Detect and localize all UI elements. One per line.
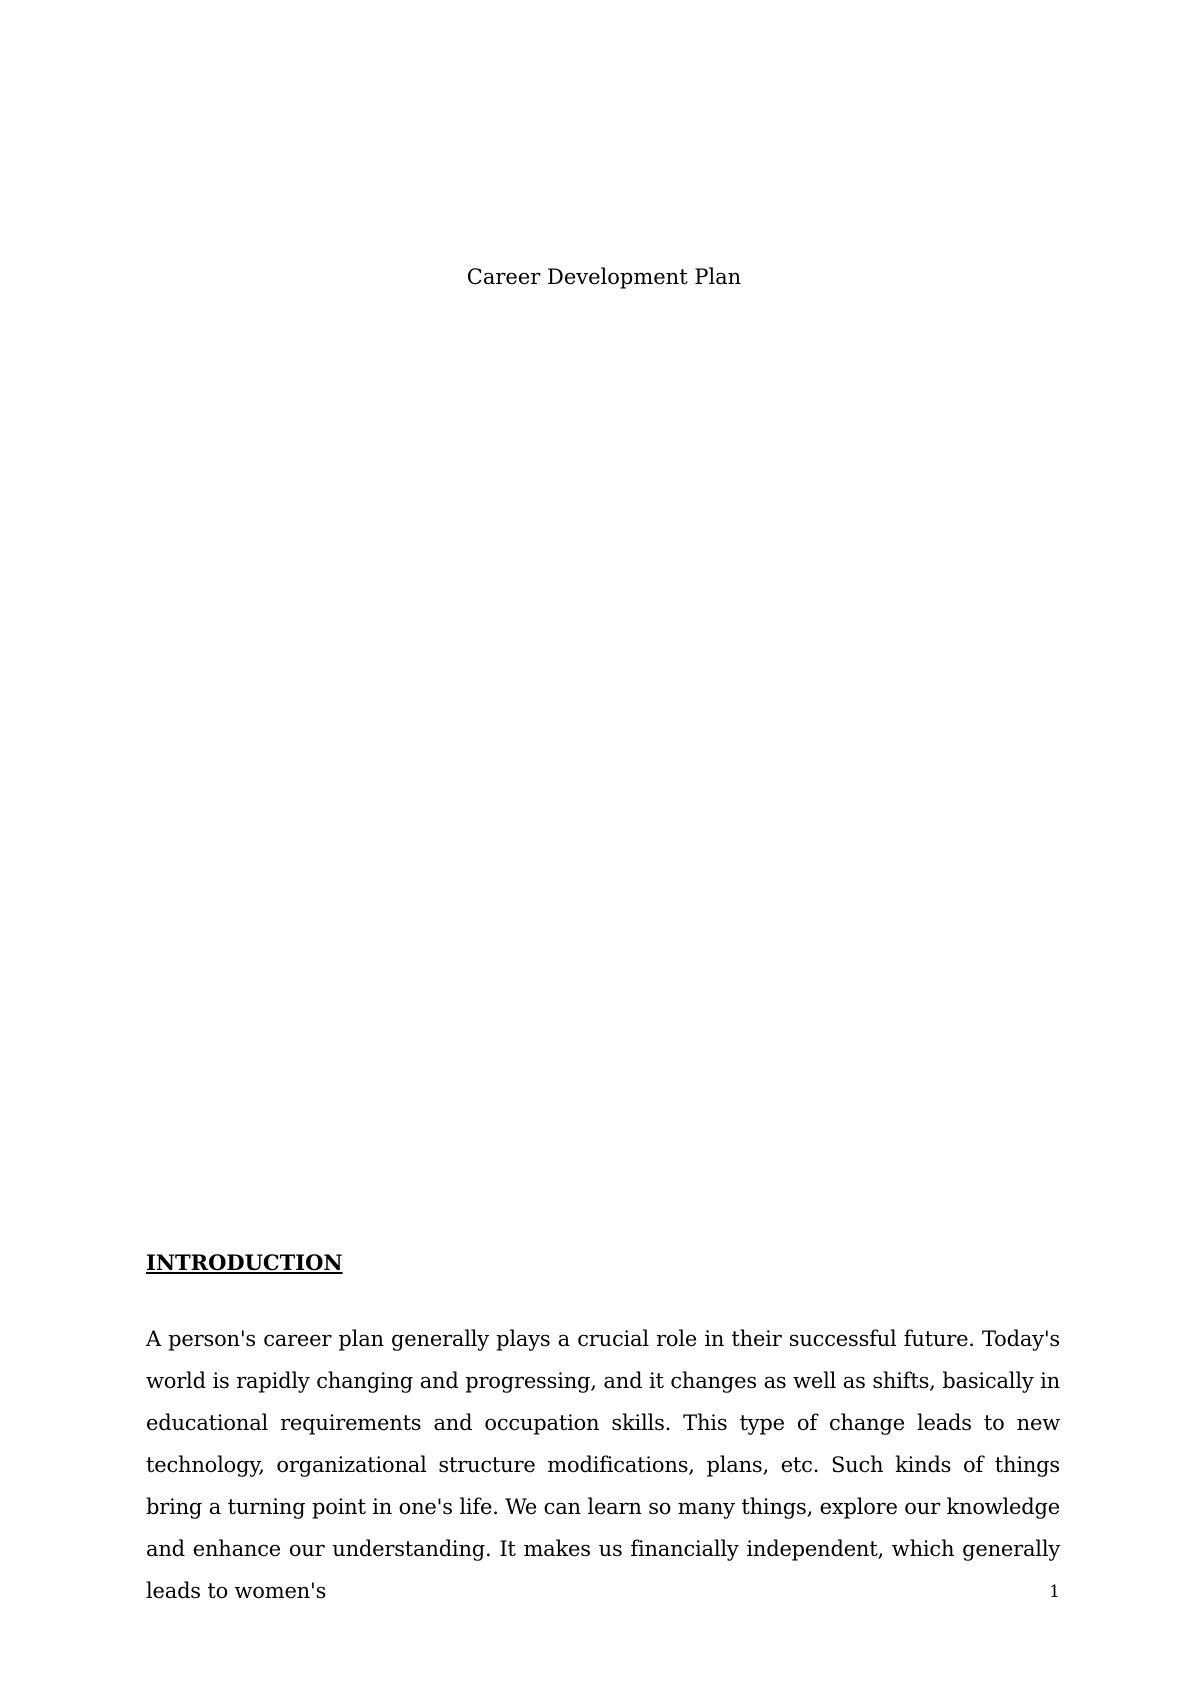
introduction-paragraph: A person's career plan generally plays a crucial role in their successful future. Today's world is rapidly changing and progressing, and it changes as well as shifts, basically in educational requirements and occupation skills. This type of change leads to new technology, organizational structure modifications, plans, etc. Such kinds of things bring a turning point in one's life. We can learn so many things, explore our knowledge and enhance our understanding. It makes us financially independent, which generally leads to women's bbox=[146, 1327, 1060, 1603]
document-title: Career Development Plan bbox=[466, 265, 742, 289]
page-number: 1 bbox=[1049, 1582, 1060, 1602]
section-heading-introduction: INTRODUCTION bbox=[146, 1250, 343, 1275]
